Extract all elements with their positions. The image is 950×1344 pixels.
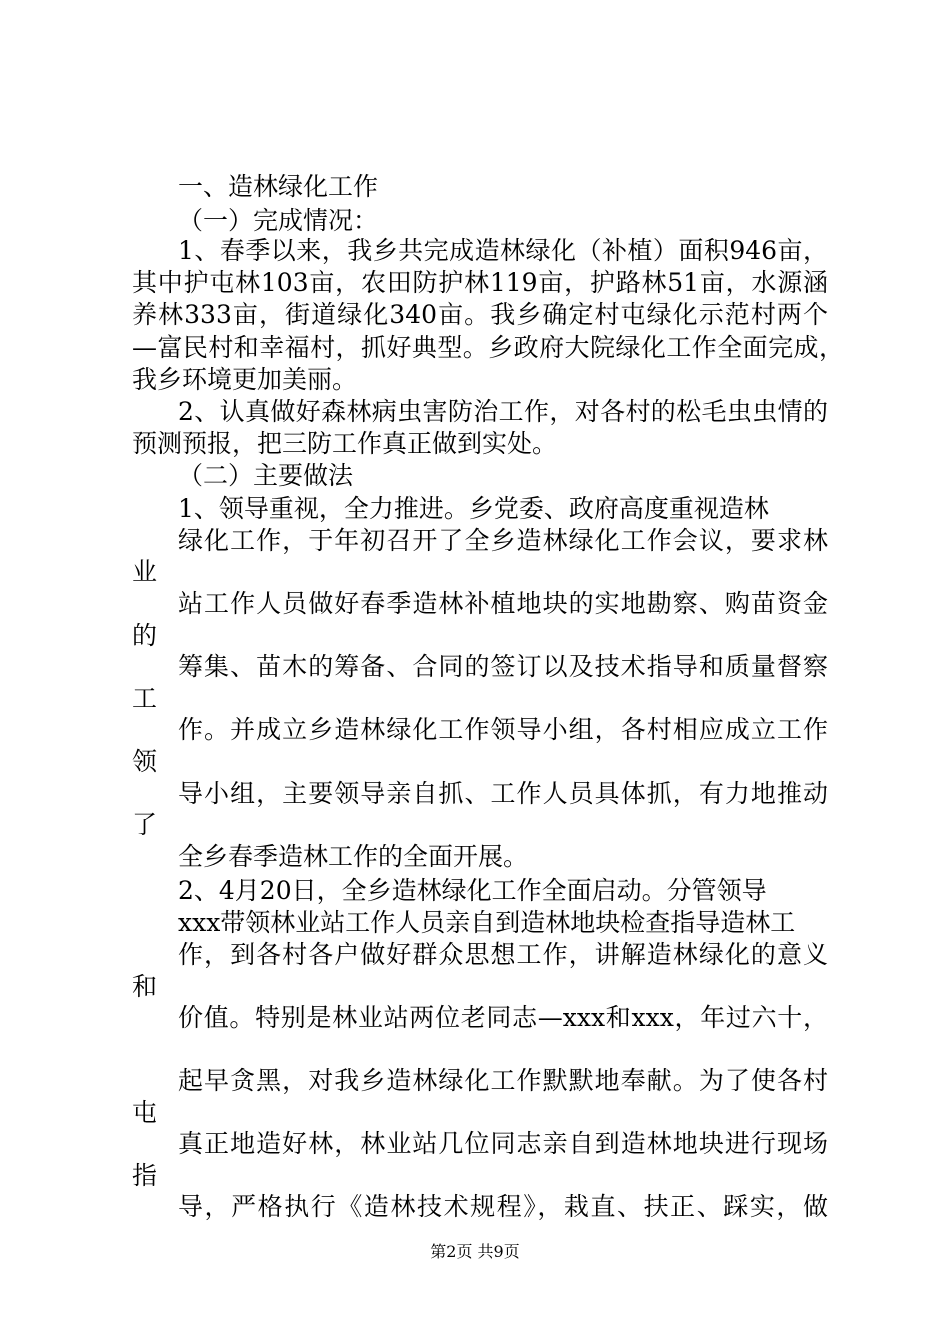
paragraph-line: 2、认真做好森林病虫害防治工作，对各村的松毛虫虫情的 <box>178 397 828 426</box>
paragraph-line: 养林333亩，街道绿化340亩。我乡确定村屯绿化示范村两个 <box>132 300 828 329</box>
paragraph-line: 业 <box>132 557 158 586</box>
page-footer: 第2页 共9页 <box>430 1242 520 1261</box>
paragraph-line: 其中护屯林103亩，农田防护林119亩，护路林51亩，水源涵 <box>132 268 828 297</box>
subsection-heading: （二）主要做法 <box>178 461 354 490</box>
paragraph-line: 价值。特别是林业站两位老同志—xxx和xxx，年过六十， <box>178 1003 828 1032</box>
paragraph-line: 全乡春季造林工作的全面开展。 <box>178 842 529 871</box>
paragraph-line: 指 <box>132 1161 158 1190</box>
paragraph-line: 绿化工作，于年初召开了全乡造林绿化工作会议，要求林 <box>178 526 828 555</box>
paragraph-line: 作。并成立乡造林绿化工作领导小组，各村相应成立工作 <box>178 715 828 744</box>
paragraph-line: 真正地造好林，林业站几位同志亲自到造林地块进行现场 <box>178 1129 828 1158</box>
paragraph-line: 筹集、苗木的筹备、合同的签订以及技术指导和质量督察 <box>178 652 828 681</box>
paragraph-line: xxx带领林业站工作人员亲自到造林地块检查指导造林工 <box>178 908 796 937</box>
paragraph-line: 导小组，主要领导亲自抓、工作人员具体抓，有力地推动 <box>178 779 828 808</box>
paragraph-line: 我乡环境更加美丽。 <box>132 365 358 394</box>
paragraph-line: 1、领导重视，全力推进。乡党委、政府高度重视造林 <box>178 494 769 523</box>
paragraph-line: 导，严格执行《造林技术规程》，栽直、扶正、踩实，做 <box>178 1192 828 1221</box>
paragraph-line: 和 <box>132 972 158 1001</box>
paragraph-line: 起早贪黑，对我乡造林绿化工作默默地奉献。为了使各村 <box>178 1066 828 1095</box>
paragraph-line: —富民村和幸福村，抓好典型。乡政府大院绿化工作全面完成， <box>132 333 844 362</box>
paragraph-line: 站工作人员做好春季造林补植地块的实地勘察、购苗资金 <box>178 589 828 618</box>
paragraph-line: 了 <box>132 810 158 839</box>
paragraph-line: 作，到各村各户做好群众思想工作，讲解造林绿化的意义 <box>178 940 828 969</box>
paragraph-line: 预测预报，把三防工作真正做到实处。 <box>132 429 558 458</box>
paragraph-line: 工 <box>132 684 158 713</box>
paragraph-line: 领 <box>132 747 158 776</box>
paragraph-line: 屯 <box>132 1098 158 1127</box>
subsection-heading: （一）完成情况： <box>178 206 379 235</box>
section-heading: 一、造林绿化工作 <box>178 172 379 201</box>
paragraph-line: 1、春季以来，我乡共完成造林绿化（补植）面积946亩， <box>178 236 828 265</box>
paragraph-line: 的 <box>132 621 158 650</box>
paragraph-line: 2、4月20日，全乡造林绿化工作全面启动。分管领导 <box>178 876 767 905</box>
